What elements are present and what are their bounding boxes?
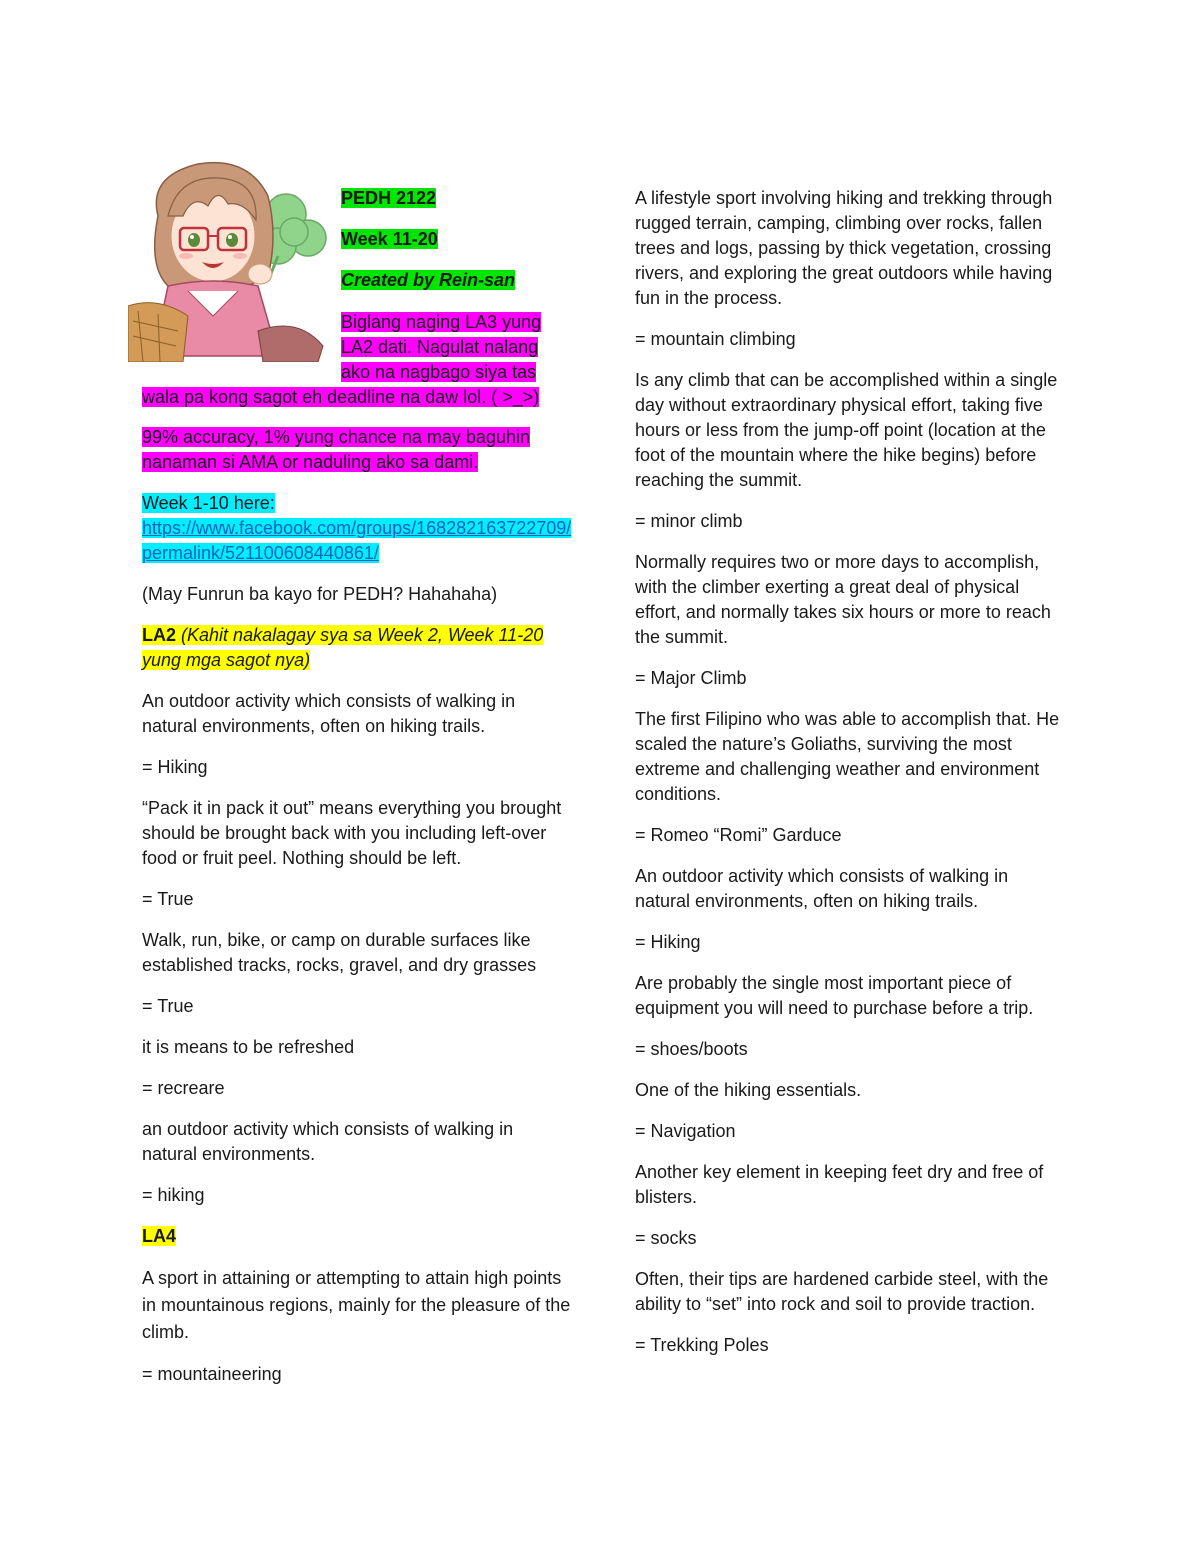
- qa-answer: = True: [142, 889, 194, 909]
- qa-question: An outdoor activity which consists of walking in natural environments, often on hiking trails.: [142, 691, 516, 736]
- right-column: [635, 186, 1065, 1374]
- intro-block: [142, 310, 572, 426]
- qa-answer: = mountain climbing: [635, 329, 796, 349]
- la4-label: LA4: [142, 1226, 177, 1246]
- qa-question: The first Filipino who was able to accomplish that. He scaled the nature’s Goliaths, surviving the most extreme and challenging weather and environment conditions.: [635, 709, 1060, 804]
- qa-answer: = minor climb: [635, 511, 743, 531]
- qa-question: Are probably the single most important piece of equipment you will need to purchase before a trip.: [635, 973, 1034, 1018]
- qa-answer: = shoes/boots: [635, 1039, 748, 1059]
- qa-answer: = Trekking Poles: [635, 1335, 769, 1355]
- qa-question: One of the hiking essentials.: [635, 1080, 862, 1100]
- left-qa-list: [142, 689, 572, 1208]
- qa-answer: = socks: [635, 1228, 697, 1248]
- intro-line-1: Biglang naging LA3 yung: [341, 312, 542, 332]
- week-range: Week 11-20: [341, 229, 438, 249]
- qa-answer: = Major Climb: [635, 668, 747, 688]
- qa-question: an outdoor activity which consists of walking in natural environments.: [142, 1119, 514, 1164]
- qa-question: Is any climb that can be accomplished within a single day without extraordinary physical effort, taking five hours or less from the jump-off point (location at the foot of the mountain where the hike begins) before reaching the summit.: [635, 370, 1058, 490]
- intro-line-4: wala pa kong sagot eh deadline na daw lol. ( >_>): [142, 387, 540, 407]
- creator-credit: Created by Rein-san: [341, 270, 516, 290]
- accuracy-note: 99% accuracy, 1% yung chance na may baguhin nanaman si AMA or naduling ako sa dami.: [142, 427, 530, 472]
- qa-answer: = Hiking: [142, 757, 208, 777]
- qa-question: “Pack it in pack it out” means everything you brought should be brought back with you including left-over food or fruit peel. Nothing should be left.: [142, 798, 562, 868]
- header-block: [341, 186, 561, 309]
- week-ref-link[interactable]: https://www.facebook.com/groups/168282163722709/permalink/521100608440861/: [142, 518, 572, 563]
- week-ref-label: Week 1-10 here:: [142, 493, 275, 513]
- qa-question: Normally requires two or more days to accomplish, with the climber exerting a great deal of physical effort, and normally takes six hours or more to reach the summit.: [635, 552, 1051, 647]
- left-column: [142, 427, 572, 1403]
- qa-answer: = Hiking: [635, 932, 701, 952]
- qa-question: Often, their tips are hardened carbide steel, with the ability to “set” into rock and soil to provide traction.: [635, 1269, 1049, 1314]
- qa-question: it is means to be refreshed: [142, 1037, 355, 1057]
- qa-question: Walk, run, bike, or camp on durable surfaces like established tracks, rocks, gravel, and dry grasses: [142, 930, 537, 975]
- qa-answer: = hiking: [142, 1185, 205, 1205]
- la4-question: A sport in attaining or attempting to attain high points in mountainous regions, mainly for the pleasure of the climb.: [142, 1268, 571, 1342]
- qa-answer: = Romeo “Romi” Garduce: [635, 825, 842, 845]
- intro-line-3: ako na nagbago siya tas: [341, 362, 537, 382]
- qa-question: An outdoor activity which consists of walking in natural environments, often on hiking trails.: [635, 866, 1009, 911]
- la2-note: (Kahit nakalagay sya sa Week 2, Week 11-20 yung mga sagot nya): [142, 625, 544, 670]
- qa-answer: = recreare: [142, 1078, 225, 1098]
- la4-answer: = mountaineering: [142, 1364, 282, 1384]
- course-code: PEDH 2122: [341, 188, 437, 208]
- qa-question: A lifestyle sport involving hiking and trekking through rugged terrain, camping, climbing over rocks, fallen trees and logs, passing by thick vegetation, crossing rivers, and exploring the great outdoors while having fun in the process.: [635, 188, 1053, 308]
- intro-line-2: LA2 dati. Nagulat nalang: [341, 337, 539, 357]
- qa-question: Another key element in keeping feet dry and free of blisters.: [635, 1162, 1044, 1207]
- qa-answer: = Navigation: [635, 1121, 736, 1141]
- qa-answer: = True: [142, 996, 194, 1016]
- la2-label: LA2: [142, 625, 177, 645]
- funrun-note: (May Funrun ba kayo for PEDH? Hahahaha): [142, 584, 498, 604]
